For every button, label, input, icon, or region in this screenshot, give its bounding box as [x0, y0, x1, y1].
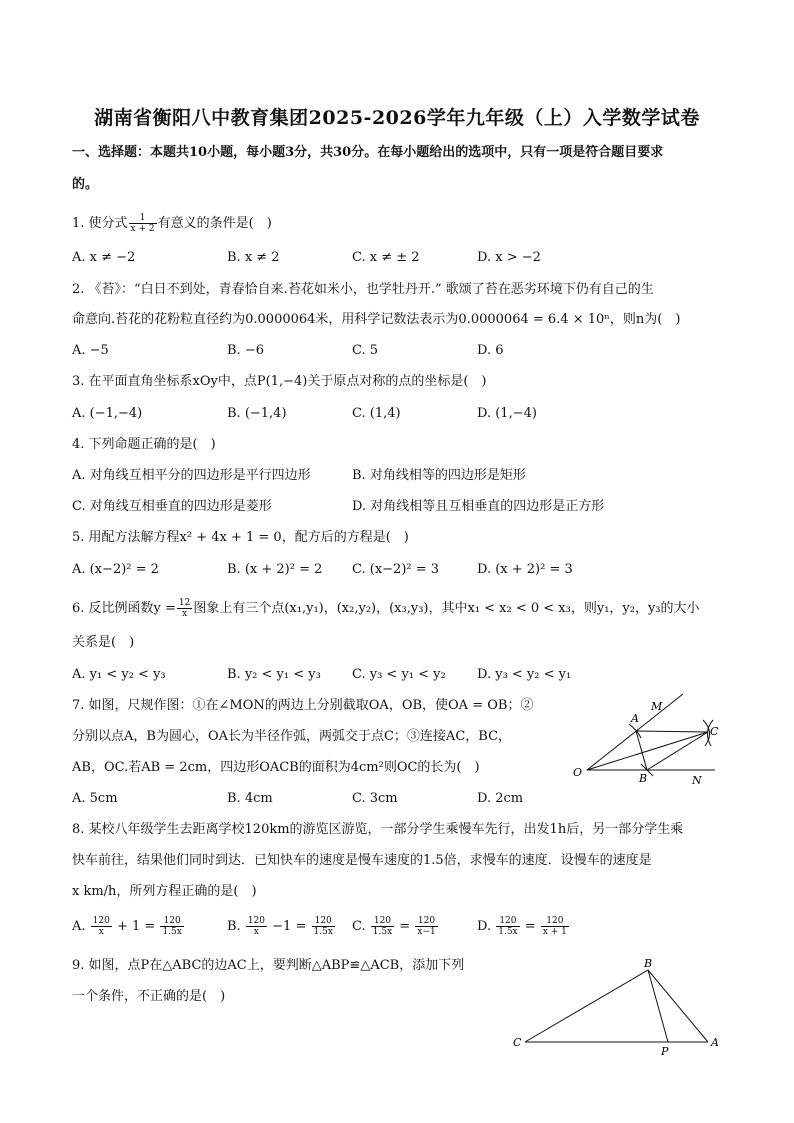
- q8c-frac1: [371, 916, 394, 937]
- segment-bp: [648, 970, 668, 1042]
- q1-frac-den: x + 2: [130, 224, 155, 234]
- q4-option-a[interactable]: A. 对角线互相平分的四边形是平行四边形: [72, 468, 311, 483]
- q8-line1: 8. 某校八年级学生去距离学校120km的游览区游览，一部分学生乘慢车先行，出发1h后，另一部分学生乘: [72, 822, 684, 837]
- label-b: B: [644, 957, 653, 970]
- q8d-f2-num: 120: [541, 916, 569, 927]
- q6-fraction: [177, 598, 192, 619]
- segment-ac: [636, 731, 708, 732]
- q1-post: 有意义的条件是( ): [157, 216, 272, 231]
- q8d-f1-den: 1.5x: [498, 927, 518, 937]
- q9-line1: 9. 如图，点P在△ABC的边AC上，要判断△ABP≌△ACB，添加下列: [72, 958, 465, 973]
- q3-line1: 3. 在平面直角坐标系xOy中，点P(1,−4)关于原点对称的点的坐标是( ): [72, 374, 487, 389]
- q7-line2: 分别以点A，B为圆心，OA长为半径作弧，两弧交于点C；③连接AC，BC，: [72, 729, 512, 744]
- q8b-f2-den: 1.5x: [313, 927, 333, 937]
- q7-line1: 7. 如图，尺规作图：①在∠MON的两边上分别截取OA，OB，使OA = OB；②: [72, 698, 534, 713]
- q8b-f1-den: x: [253, 927, 259, 937]
- q1-option-a[interactable]: A. x ≠ −2: [72, 250, 136, 265]
- section-heading-line1: 一、选择题：本题共10小题，每小题3分，共30分。在每小题给出的选项中，只有一项是符合题目要求: [72, 145, 664, 160]
- q8b-f2-num: 120: [312, 916, 335, 927]
- label-a: A: [631, 712, 639, 725]
- q7-option-b[interactable]: B. 4cm: [227, 791, 273, 806]
- q1-option-c[interactable]: C. x ≠ ± 2: [352, 250, 420, 265]
- q8c-f1-num: 120: [371, 916, 394, 927]
- section-heading-line2: 的。: [72, 177, 99, 192]
- q8-option-a[interactable]: [72, 916, 185, 937]
- q8a-label: A.: [72, 919, 86, 934]
- q8-line3: x km/h，所列方程正确的是( ): [72, 884, 257, 899]
- q7-option-a[interactable]: A. 5cm: [72, 791, 118, 806]
- q6-line2: 关系是( ): [72, 635, 135, 650]
- q1-option-b[interactable]: B. x ≠ 2: [227, 250, 280, 265]
- q7-line3: AB，OC.若AB = 2cm，四边形OACB的面积为4cm²则OC的长为( ): [72, 760, 480, 775]
- q8b-frac2: [312, 916, 335, 937]
- q8b-frac1: [246, 916, 267, 937]
- q8a-f1-num: 120: [92, 916, 110, 926]
- q8a-f2-num: 120: [160, 916, 183, 927]
- label-a: A: [711, 1036, 719, 1049]
- ray-om: [587, 694, 683, 770]
- q6-pre: 6. 反比例函数y =: [72, 601, 176, 616]
- q3-option-d[interactable]: D. (1,−4): [477, 406, 537, 421]
- q3-option-b[interactable]: B. (−1,4): [227, 406, 287, 421]
- q8c-label: C.: [352, 919, 366, 934]
- q5-option-b[interactable]: B. (x + 2)² = 2: [227, 562, 323, 577]
- q6-stem: [72, 598, 700, 619]
- q8a-mid: + 1 =: [117, 919, 156, 934]
- q8a-f2-den: 1.5x: [162, 927, 182, 937]
- q6-option-b[interactable]: B. y₂ < y₁ < y₃: [227, 667, 321, 682]
- page-title: 湖南省衡阳八中教育集团2025-2026学年九年级（上）入学数学试卷: [94, 107, 700, 129]
- q7-figure: [565, 690, 735, 800]
- q8-option-c[interactable]: [352, 916, 439, 937]
- segment-bc: [647, 732, 708, 770]
- q8d-frac2: [541, 916, 569, 937]
- q8b-mid: −1 =: [272, 919, 307, 934]
- q6-option-d[interactable]: D. y₃ < y₂ < y₁: [477, 667, 572, 682]
- q2-option-c[interactable]: C. 5: [352, 343, 379, 358]
- q8a-f1-den: x: [98, 927, 104, 937]
- segment-ba: [648, 970, 708, 1042]
- q8b-label: B.: [227, 919, 241, 934]
- q8-option-d[interactable]: [477, 916, 570, 937]
- q1-fraction: [129, 213, 157, 234]
- q4-line1: 4. 下列命题正确的是( ): [72, 437, 216, 452]
- q6-option-c[interactable]: C. y₃ < y₁ < y₂: [352, 667, 446, 682]
- q4-option-c[interactable]: C. 对角线互相垂直的四边形是菱形: [72, 499, 272, 514]
- label-m: M: [651, 700, 663, 713]
- q8c-frac2: [415, 916, 437, 937]
- q4-option-d[interactable]: D. 对角线相等且互相垂直的四边形是正方形: [352, 499, 605, 514]
- q8-option-b[interactable]: [227, 916, 336, 937]
- q8a-frac2: [160, 916, 183, 937]
- q8c-mid: =: [399, 919, 411, 934]
- q9-figure: [508, 956, 728, 1056]
- q3-option-c[interactable]: C. (1,4): [352, 406, 401, 421]
- q8-line2: 快车前往，结果他们同时到达．已知快车的速度是慢车速度的1.5倍，求慢车的速度．设慢车的速度是: [72, 853, 652, 868]
- q8a-frac1: [91, 916, 112, 937]
- q2-line1: 2. 《苔》：“白日不到处，青春恰自来.苔花如米小，也学牡丹开.” 歌颂了苔在恶劣环境下仍有自己的生: [72, 282, 654, 297]
- segment-cb: [525, 970, 648, 1042]
- q6-post: 图象上有三个点(x₁,y₁)，(x₂,y₂)，(x₃,y₃)，其中x₁ < x₂ < 0 < x₃，则y₁，y₂，y₃的大小: [193, 601, 700, 616]
- label-b: B: [639, 772, 648, 785]
- label-n: N: [692, 774, 702, 787]
- q8d-frac1: [496, 916, 519, 937]
- q2-option-d[interactable]: D. 6: [477, 343, 504, 358]
- q7-option-d[interactable]: D. 2cm: [477, 791, 524, 806]
- q2-option-a[interactable]: A. −5: [72, 343, 109, 358]
- q7-option-c[interactable]: C. 3cm: [352, 791, 398, 806]
- label-p: P: [661, 1045, 669, 1056]
- q8d-f2-den: x + 1: [542, 927, 567, 937]
- q8d-label: D.: [477, 919, 492, 934]
- q5-option-d[interactable]: D. (x + 2)² = 3: [477, 562, 573, 577]
- q8c-f1-den: 1.5x: [372, 927, 393, 937]
- q8b-f1-num: 120: [247, 916, 266, 926]
- q8c-f2-num: 120: [415, 916, 437, 927]
- q8d-f1-num: 120: [496, 916, 519, 927]
- q8c-f2-den: x−1: [417, 927, 436, 937]
- label-o: O: [573, 766, 583, 779]
- q4-option-b[interactable]: B. 对角线相等的四边形是矩形: [352, 468, 526, 483]
- q2-line2: 命意向.苔花的花粉粒直径约为0.0000064米，用科学记数法表示为0.0000064 = 6.4 × 10ⁿ，则n为( ): [72, 312, 681, 327]
- q5-line1: 5. 用配方法解方程x² + 4x + 1 = 0，配方后的方程是( ): [72, 530, 409, 545]
- q5-option-c[interactable]: C. (x−2)² = 3: [352, 562, 440, 577]
- q1-option-d[interactable]: D. x > −2: [477, 250, 541, 265]
- q9-line2: 一个条件，不正确的是( ): [72, 989, 226, 1004]
- q8d-mid: =: [524, 919, 536, 934]
- q6-frac-den: x: [182, 609, 188, 619]
- label-c: C: [710, 725, 719, 738]
- q2-option-b[interactable]: B. −6: [227, 343, 264, 358]
- q6-option-a[interactable]: A. y₁ < y₂ < y₃: [72, 667, 166, 682]
- q1-pre: 1. 使分式: [72, 216, 128, 231]
- q1-frac-num: 1: [129, 213, 157, 224]
- q1-stem: [72, 213, 272, 234]
- label-c: C: [513, 1036, 522, 1049]
- q3-option-a[interactable]: A. (−1,−4): [72, 406, 143, 421]
- q5-option-a[interactable]: A. (x−2)² = 2: [72, 562, 159, 577]
- q6-frac-num: 12: [178, 598, 191, 608]
- segment-oc: [587, 732, 708, 770]
